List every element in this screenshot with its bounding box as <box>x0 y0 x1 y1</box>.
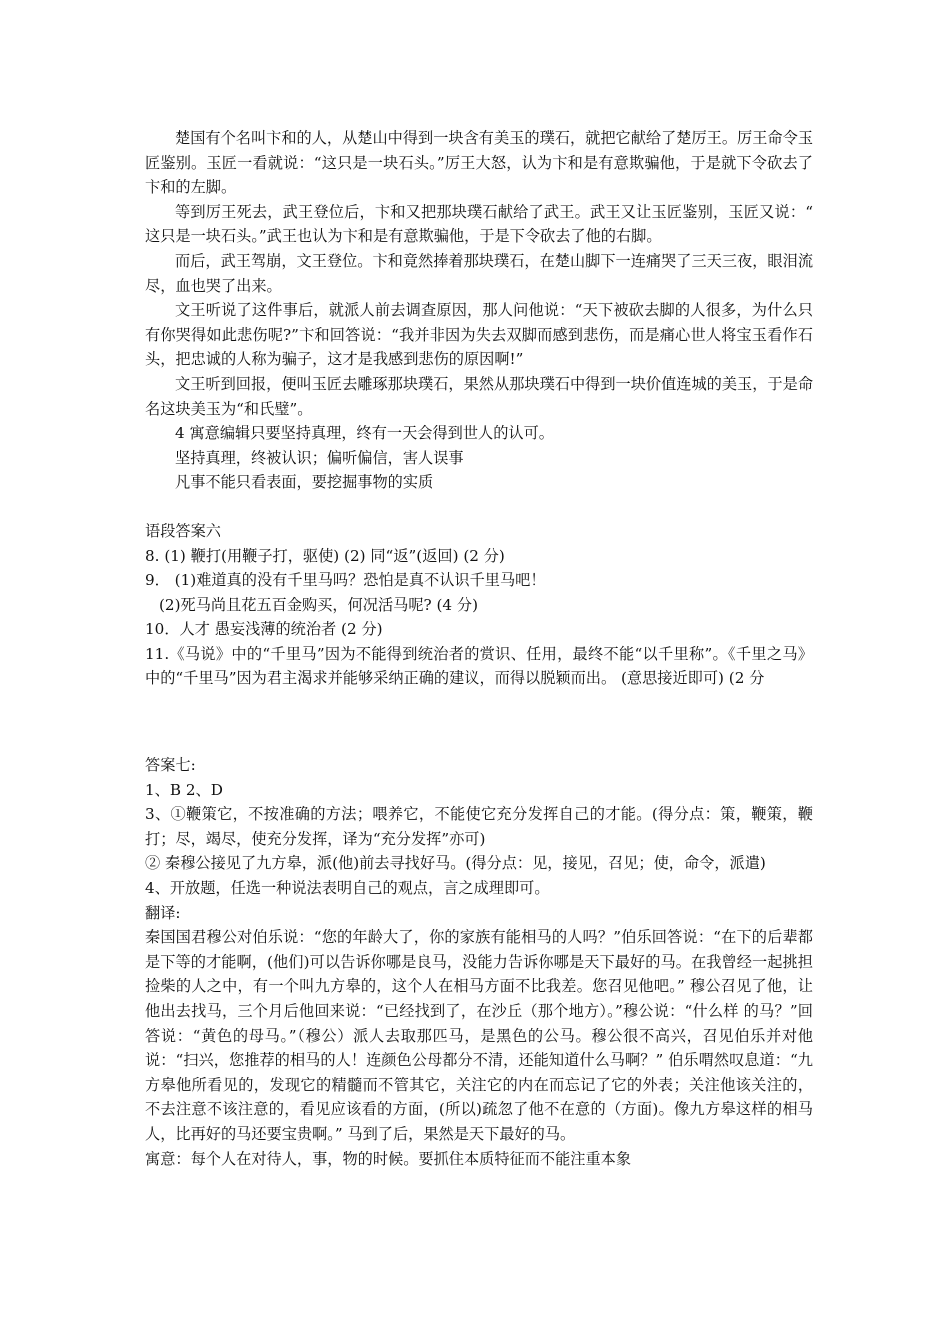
document-page <box>145 126 813 1171</box>
story-paragraph-3: 而后，武王驾崩，文王登位。卞和竟然捧着那块璞石，在楚山脚下一连痛哭了三天三夜，眼泪流尽，血也哭了出来。 <box>145 251 813 295</box>
answer-1-2: 1、B 2、D <box>145 780 223 799</box>
moral-line-3: 凡事不能只看表面，要挖掘事物的实质 <box>175 473 434 492</box>
spacer <box>145 691 813 753</box>
answer-4: 4、开放题，任选一种说法表明自己的观点，言之成理即可。 <box>145 879 550 898</box>
moral-line-2: 坚持真理，终被认识；偏听偏信，害人误事 <box>175 448 464 467</box>
answer-3-part-2: ② 秦穆公接见了九方皋，派(他)前去寻找好马。(得分点：见，接见，召见；使，命令，派遣) <box>145 854 766 873</box>
answer-3: 3、①鞭策它，不按准确的方法；喂养它，不能使它充分发挥自己的才能。(得分点：策，鞭策，鞭打；尽，竭尽，使充分发挥，译为“充分发挥”亦可) <box>145 805 813 848</box>
translation-label: 翻译: <box>145 903 181 922</box>
spacer <box>145 495 813 519</box>
answer-9-part-2: (2)死马尚且花五百金购买，何况活马呢? (4 分) <box>159 595 479 614</box>
story-paragraph-2: 等到厉王死去，武王登位后，卞和又把那块璞石献给了武王。武王又让玉匠鉴别，玉匠又说：“ 这只是一块石头。”武王也认为卞和是有意欺骗他，于是下令砍去了他的右脚。 <box>145 202 813 246</box>
translation-text: 秦国国君穆公对伯乐说：“您的年龄大了，你的家族有能相马的人吗？”伯乐回答说：“在下的后辈都是下等的才能啊，(他们)可以告诉你哪是良马，没能力告诉你哪是天下最好的马。在我曾经一起挑担捡柴的人之中，有一个叫九方皋的，这个人在相马方面不比我差。您召见他吧。” 穆公召见了他，让他出去找马，三个月后他回来说：“已经找到了，在沙丘（那个地方）。”穆公说：“什么样 的马？”回答说：“黄色的母马。”（穆公）派人去取那匹马，是黑色的公马。穆公很不高兴，召见伯乐并对他说：“扫兴，您推荐的相马的人！连颜色公母都分不清，还能知道什么马啊？” 伯乐喟然叹息道：“九方皋他所看见的，发现它的精髓而不管其它，关注它的内在而忘记了它的外表；关注他该关注的，不去注意不该注意的，看见应该看的方面，(所以)疏忽了他不在意的（方面)。像九方皋这样的相马人，比再好的马还要宝贵啊。” 马到了后，果然是天下最好的马。 <box>145 928 813 1143</box>
section-7-title: 答案七: <box>145 756 196 775</box>
story-paragraph-4: 文王听说了这件事后，就派人前去调查原因，那人问他说：“天下被砍去脚的人很多，为什么只有你哭得如此悲伤呢?”卞和回答说：“我并非因为失去双脚而感到悲伤，而是痛心世人将宝玉看作石头，把忠诚的人称为骗子，这才是我感到悲伤的原因啊!” <box>145 301 813 369</box>
moral-line-1: 4 寓意编辑只要坚持真理，终有一天会得到世人的认可。 <box>175 424 554 443</box>
story-paragraph-5: 文王听到回报，便叫玉匠去雕琢那块璞石，果然从那块璞石中得到一块价值连城的美玉，于是命名这块美玉为“和氏璧”。 <box>145 374 813 418</box>
answer-8: 8. (1) 鞭打(用鞭子打，驱使) (2) 同“返”(返回) (2 分) <box>145 546 505 565</box>
answer-11: 11.《马说》中的“千里马”因为不能得到统治者的赏识、任用，最终不能“以千里称”。《千里之马》中的“千里马”因为君主渴求并能够采纳正确的建议，而得以脱颖而出。 (意思接近即可) (2 分 <box>145 644 813 688</box>
moral-text: 寓意：每个人在对待人，事，物的时候。要抓住本质特征而不能注重本象 <box>145 1149 631 1168</box>
story-paragraph-1: 楚国有个名叫卞和的人，从楚山中得到一块含有美玉的璞石，就把它献给了楚厉王。厉王命令玉匠鉴别。玉匠一看就说：“这只是一块石头。”厉王大怒，认为卞和是有意欺骗他，于是就下令砍去了卞和的左脚。 <box>145 129 813 197</box>
answer-9-part-1: 9． (1)难道真的没有千里马吗？恐怕是真不认识千里马吧！ <box>145 571 546 590</box>
answer-10: 10．人才 愚妄浅薄的统治者 (2 分) <box>145 620 383 639</box>
section-6-title: 语段答案六 <box>145 521 221 540</box>
